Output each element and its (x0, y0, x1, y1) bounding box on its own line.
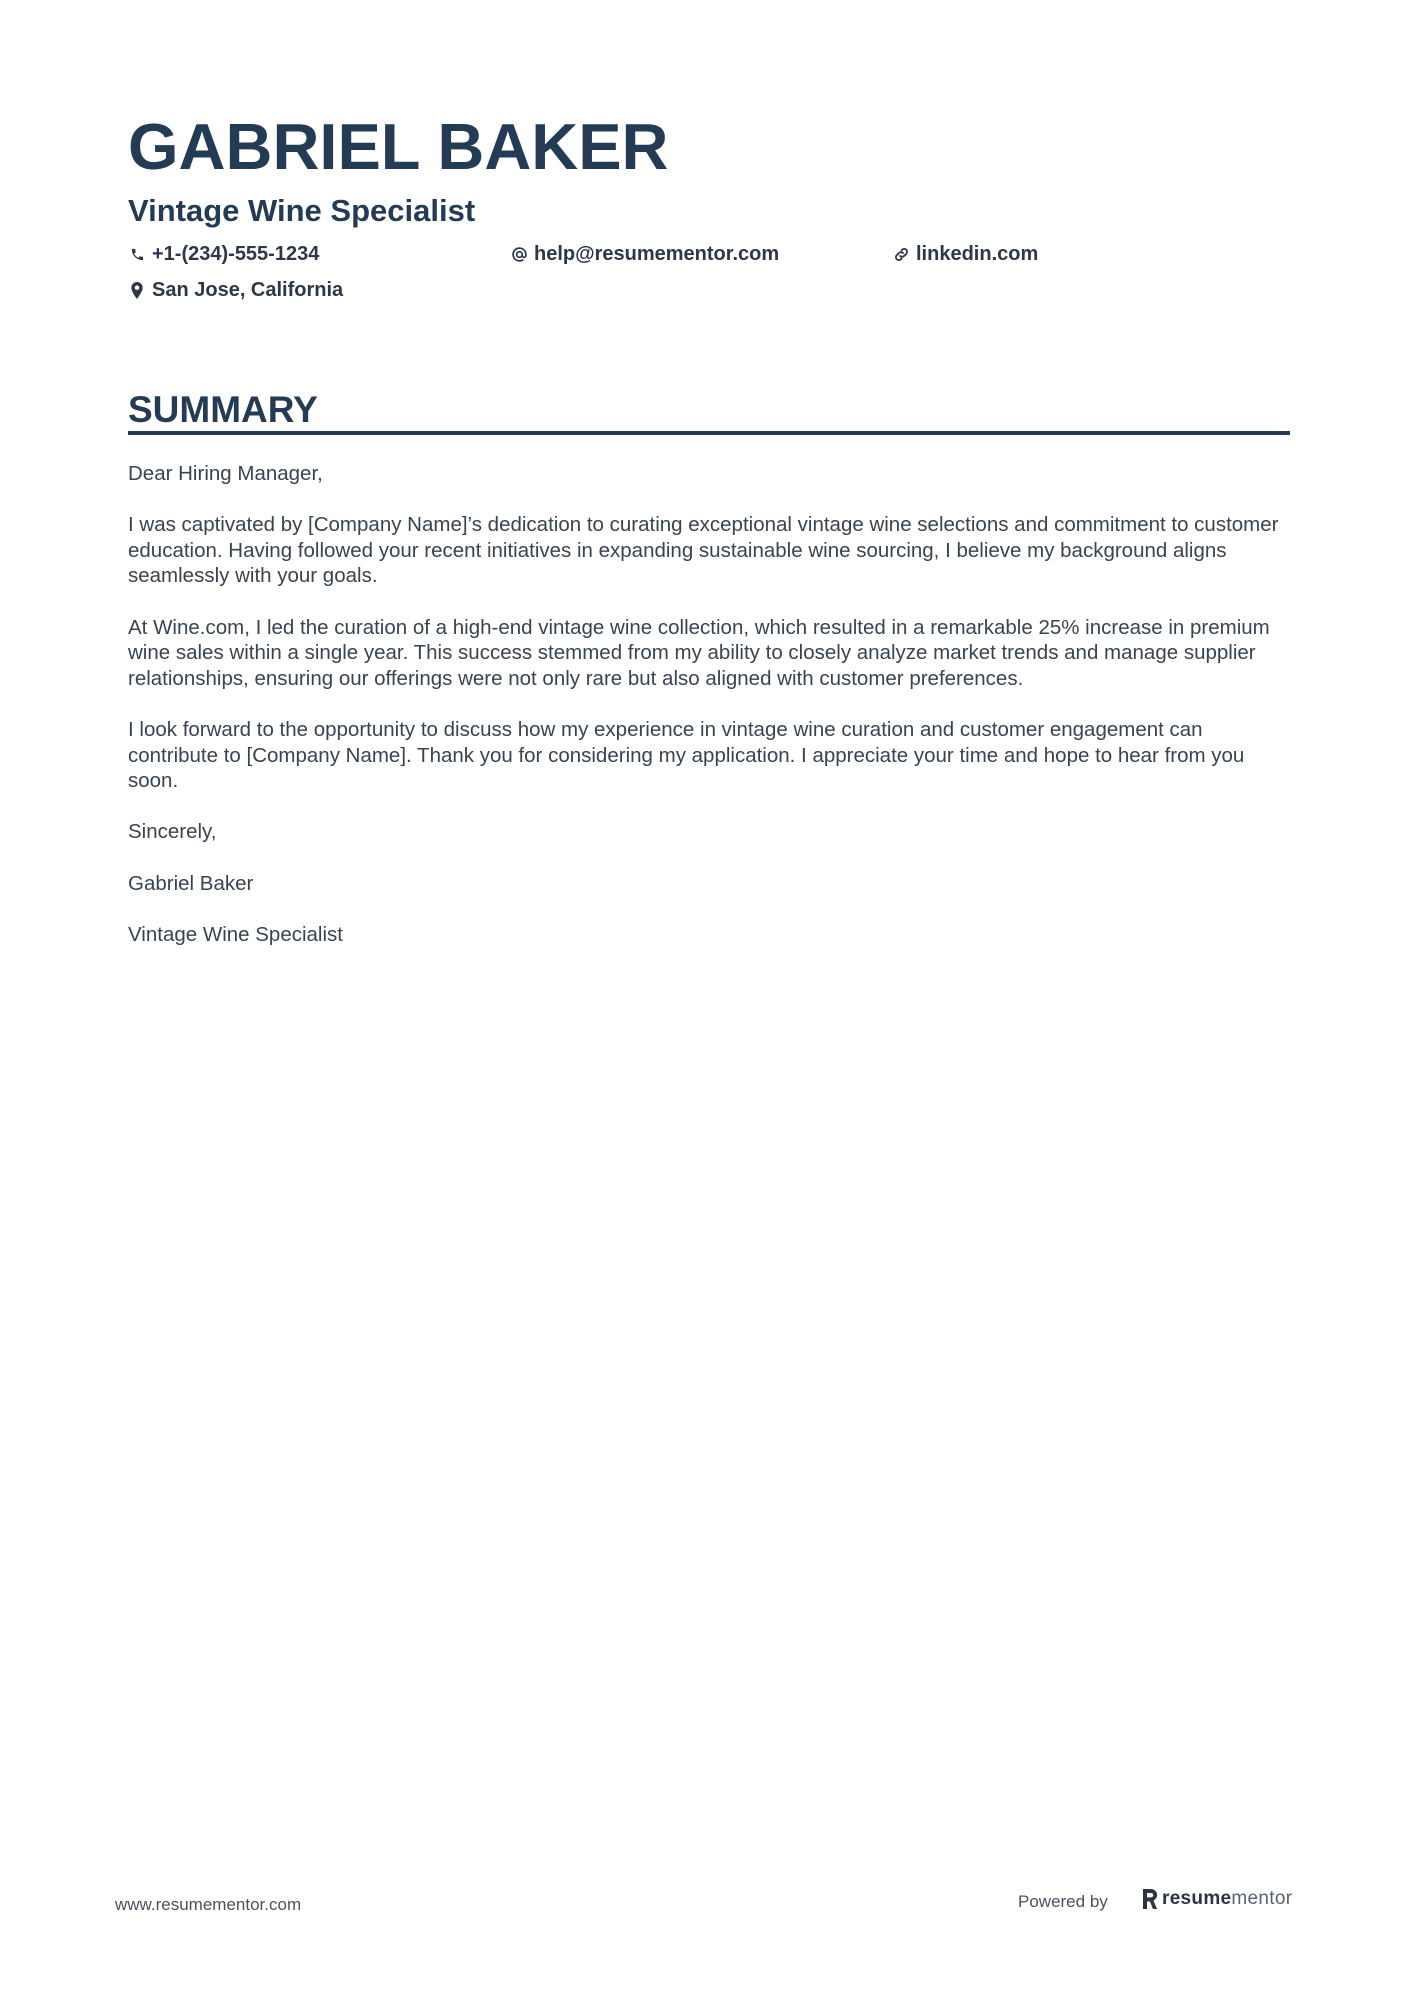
email-text[interactable]: help@resumementor.com (534, 243, 780, 265)
footer-url[interactable]: www.resumementor.com (115, 1895, 302, 1914)
location-text: San Jose, California (152, 279, 344, 301)
brand-logo[interactable] (1142, 1888, 1292, 1910)
contact-location (128, 277, 343, 303)
letter-body (128, 461, 1290, 973)
phone-text: +1-(234)-555-1234 (152, 243, 320, 265)
brand-wordmark-part-1: resume (1162, 1888, 1232, 1909)
section-divider (128, 431, 1290, 435)
signature-name: Gabriel Baker (128, 871, 254, 895)
brand-wordmark (1162, 1888, 1292, 1910)
letter-paragraph: I was captivated by [Company Name]’s dedication to curating exceptional vintage wine selections and commitment to customer education. Having followed your recent initiatives in expanding sustainable wine sourcing, I believe my background aligns seamlessly with your goals. (128, 513, 1279, 588)
contact-phone (128, 241, 319, 267)
location-pin-icon (128, 281, 146, 299)
contact-link[interactable] (892, 241, 1038, 267)
contact-email[interactable] (510, 241, 779, 267)
letter-closing: Sincerely, (128, 820, 217, 844)
powered-by-label: Powered by (1018, 1892, 1108, 1911)
letter-paragraph: I look forward to the opportunity to discuss how my experience in vintage wine curation and customer engagement can contribute to [Company Name]. Thank you for considering my application. I appreciate your time and hope to hear from you soon. (128, 717, 1245, 793)
signature-title: Vintage Wine Specialist (128, 922, 343, 946)
link-text[interactable]: linkedin.com (916, 243, 1039, 265)
phone-icon (128, 245, 146, 263)
letter-paragraph: At Wine.com, I led the curation of a high-end vintage wine collection, which resulted in a remarkable 25% increase in premium wine sales within a single year. This success stemmed from my ability to closely analyze market trends and manage supplier relationships, ensuring our offerings were not only rare but also aligned with customer preferences. (128, 615, 1270, 690)
brand-mark-icon (1142, 1888, 1158, 1910)
candidate-title: Vintage Wine Specialist (128, 193, 476, 228)
brand-wordmark-part-2: mentor (1231, 1888, 1293, 1909)
section-title-summary: SUMMARY (128, 389, 318, 430)
at-icon (510, 245, 528, 263)
link-icon (892, 245, 910, 263)
candidate-name: GABRIEL BAKER (128, 110, 669, 183)
letter-greeting: Dear Hiring Manager, (128, 462, 323, 485)
